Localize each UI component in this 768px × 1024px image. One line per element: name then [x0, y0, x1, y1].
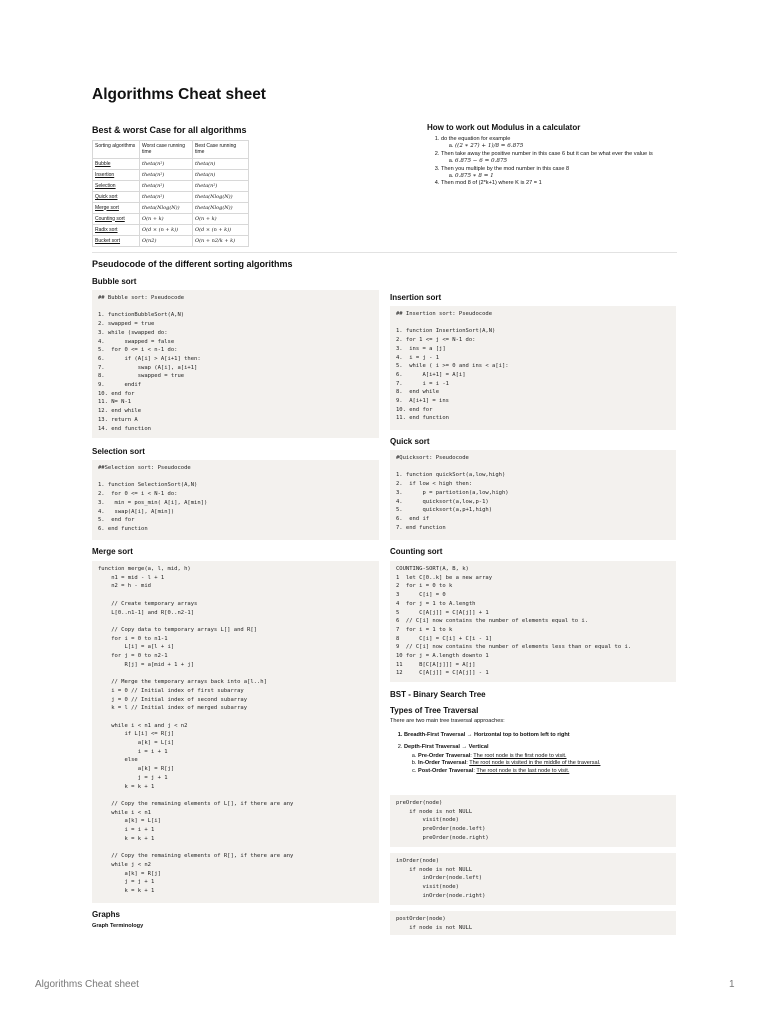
- worst-case-cell: theta(n²): [140, 181, 193, 192]
- section-divider: [92, 252, 677, 253]
- graph-terminology-heading: Graph Terminology: [92, 923, 144, 929]
- inorder-code-block: inOrder(node) if node is not NULL inOrder(node.left) visit(node) inOrder(node.right): [390, 853, 676, 905]
- algorithm-name: Selection: [93, 181, 140, 192]
- traversal-list: [390, 729, 676, 775]
- best-case-cell: theta(n): [193, 170, 249, 181]
- algorithm-name: Radix sort: [93, 225, 140, 236]
- algorithm-name: Insertion: [93, 170, 140, 181]
- worst-case-cell: O(n2): [140, 236, 193, 247]
- tree-traversal-intro: There are two main tree traversal approaches:: [390, 718, 505, 724]
- worst-case-cell: theta(n²): [140, 192, 193, 203]
- best-case-cell: theta(n²): [193, 181, 249, 192]
- table-row: [93, 214, 249, 225]
- footer-title: Algorithms Cheat sheet: [35, 979, 139, 990]
- algorithm-name: Bubble: [93, 159, 140, 170]
- traversal-bfs: 1. Breadth-First Traversal → Horizontal top to bottom left to right: [404, 729, 676, 741]
- table-row: [93, 192, 249, 203]
- table-row: [93, 170, 249, 181]
- algorithm-name: Bucket sort: [93, 236, 140, 247]
- bubble-heading: Bubble sort: [92, 277, 137, 286]
- worst-case-cell: O(n + k): [140, 214, 193, 225]
- complexity-table: [92, 140, 249, 247]
- worst-case-cell: theta(n²): [140, 159, 193, 170]
- page-number: 1: [729, 979, 735, 990]
- best-case-cell: theta(Nlog(N)): [193, 192, 249, 203]
- insertion-code-block: ## Insertion sort: Pseudocode 1. function InsertionSort(A,N) 2. for 1 <= j <= N-1 do: 3. ins = a [j] 4. i = j - 1 5. while ( i >= 0 and ins < a[i]: 6. A[i+1] = A[i] 7. i = i -1 8. end while 9. A[i+1] = ins 10. end for 11. end function: [390, 306, 676, 430]
- quick-heading: Quick sort: [390, 437, 430, 446]
- merge-code-block: function merge(a, l, mid, h) n1 = mid - l + 1 n2 = h - mid // Create temporary arrays L[0..n1-1] and R[0..n2-1] // Copy data to temporary arrays L[] and R[] for i = 0 to n1-1 L[i] = a[l + i] for j = 0 to n2-1 R[j] = a[mid + 1 + j] // Merge the temporary arrays back into a[l..h] i = 0 // Initial index of first subarray j = 0 // Initial index of second subarray k = l // Initial index of merged subarray while i < n1 and j < n2 if L[i] <= R[j] a[k] = L[i] i = i + 1 else a[k] = R[j] j = j + 1 k = k + 1 // Copy the remaining elements of L[], if there are any while i < n1 a[k] = L[i] i = i + 1 k = k + 1 // Copy the remaining elements of R[], if there are any while j < n2 a[k] = R[j] j = j + 1 k = k + 1: [92, 561, 379, 903]
- table-row: [93, 181, 249, 192]
- selection-code-block: ##Selection sort: Pseudocode 1. function SelectionSort(A,N) 2. for 0 <= i < N-1 do: 3. min = pos_min( A[i], A[min]) 4. swap(A[i], A[min]) 5. end for 6. end function: [92, 460, 379, 540]
- worst-case-cell: O(d × (n + k)): [140, 225, 193, 236]
- merge-heading: Merge sort: [92, 547, 133, 556]
- pseudocode-heading: Pseudocode of the different sorting algorithms: [92, 259, 293, 269]
- worst-case-cell: theta(n²): [140, 170, 193, 181]
- modulus-step: 2. Then take away the positive number in this case 6 but it can be what ever the value is a. 6.875 − 6 = 0.875: [441, 151, 677, 166]
- modulus-step: 1. do the equation for example a. ((2 ∗ 27) + 1)/8 = 6.875: [441, 136, 677, 151]
- table-row: [93, 236, 249, 247]
- graphs-heading: Graphs: [92, 910, 121, 919]
- best-case-cell: O(n + n2/k + k): [193, 236, 249, 247]
- tree-traversal-heading: Types of Tree Traversal: [390, 706, 479, 715]
- counting-heading: Counting sort: [390, 547, 443, 556]
- modulus-step: 3. Then you multiple by the mod number in this case 8 a. 0.875 ∗ 8 = 1: [441, 166, 677, 181]
- preorder-code-block: preOrder(node) if node is not NULL visit(node) preOrder(node.left) preOrder(node.right): [390, 795, 676, 847]
- best-case-cell: theta(Nlog(N)): [193, 203, 249, 214]
- page-title: Algorithms Cheat sheet: [92, 86, 266, 103]
- best-case-cell: O(n + k): [193, 214, 249, 225]
- traversal-inorder: b. In-Order Traversal: The root node is visited in the middle of the traversal.: [418, 760, 676, 767]
- modulus-steps: [427, 136, 677, 188]
- best-case-cell: O(d × (n + k)): [193, 225, 249, 236]
- modulus-heading: How to work out Modulus in a calculator: [427, 123, 581, 132]
- postorder-code-block: postOrder(node) if node is not NULL: [390, 911, 676, 935]
- best-worst-heading: Best & worst Case for all algorithms: [92, 125, 247, 135]
- algorithm-name: Merge sort: [93, 203, 140, 214]
- selection-heading: Selection sort: [92, 447, 145, 456]
- algorithm-name: Counting sort: [93, 214, 140, 225]
- modulus-step: 4. Then mod 8 of (2*k+1) where K is 27 = 1: [441, 180, 677, 187]
- col-header-worst: Worst case running time: [140, 141, 193, 159]
- counting-code-block: COUNTING-SORT(A, B, k) 1 let C[0..k] be a new array 2 for i = 0 to k 3 C[i] = 0 4 for j = 1 to A.length 5 C[A[j]] = C[A[j]] + 1 6 // C[i] now contains the number of elements equal to i. 7 for i = 1 to k 8 C[i] = C[i] + C[i - 1] 9 // C[i] now contains the number of elements less than or equal to i. 10 for j = A.length downto 1 11 B[C[A[j]]] = A[j] 12 C[A[j]] = C[A[j]] - 1: [390, 561, 676, 682]
- table-row: [93, 225, 249, 236]
- algorithm-name: Quick sort: [93, 192, 140, 203]
- modulus-equation: ((2 ∗ 27) + 1)/8 = 6.875: [455, 143, 524, 150]
- modulus-equation: 6.875 − 6 = 0.875: [455, 158, 508, 165]
- traversal-dfs: 2. Depth-First Traversal → Vertical a. Pre-Order Traversal: The root node is the first node to visit. b. In-Order Traversal: The root node is visited in the middle of the traversal. c. Post-Order Traversal: The root node is the last node to visit.: [404, 741, 676, 775]
- worst-case-cell: theta(Nlog(N)): [140, 203, 193, 214]
- best-case-cell: theta(n): [193, 159, 249, 170]
- table-row: [93, 159, 249, 170]
- modulus-equation: 0.875 ∗ 8 = 1: [455, 173, 494, 180]
- bubble-code-block: ## Bubble sort: Pseudocode 1. functionBubbleSort(A,N) 2. swapped = true 3. while (swapped do: 4. swapped = false 5. for 0 <= i < n-1 do: 6. if (A[i] > A[i+1] then: 7. swap (A[i], a[i+1] 8. swapped = true 9. endif 10. end for 11. N= N-1 12. end while 13. return A 14. end function: [92, 290, 379, 438]
- quick-code-block: #Quicksort: Pseudocode 1. function quickSort(a,low,high) 2. if low < high then: 3. p = partiotion(a,low,high) 4. quicksort(a,low,p-1) 5. quicksort(a,p+1,high) 6. end if 7. end function: [390, 450, 676, 540]
- insertion-heading: Insertion sort: [390, 293, 442, 302]
- traversal-postorder: c. Post-Order Traversal: The root node is the last node to visit.: [418, 768, 676, 775]
- table-row: [93, 203, 249, 214]
- traversal-preorder: a. Pre-Order Traversal: The root node is the first node to visit.: [418, 753, 676, 760]
- col-header-algorithm: Sorting algorithms: [93, 141, 140, 159]
- bst-heading: BST - Binary Search Tree: [390, 690, 486, 699]
- col-header-best: Best Case running time: [193, 141, 249, 159]
